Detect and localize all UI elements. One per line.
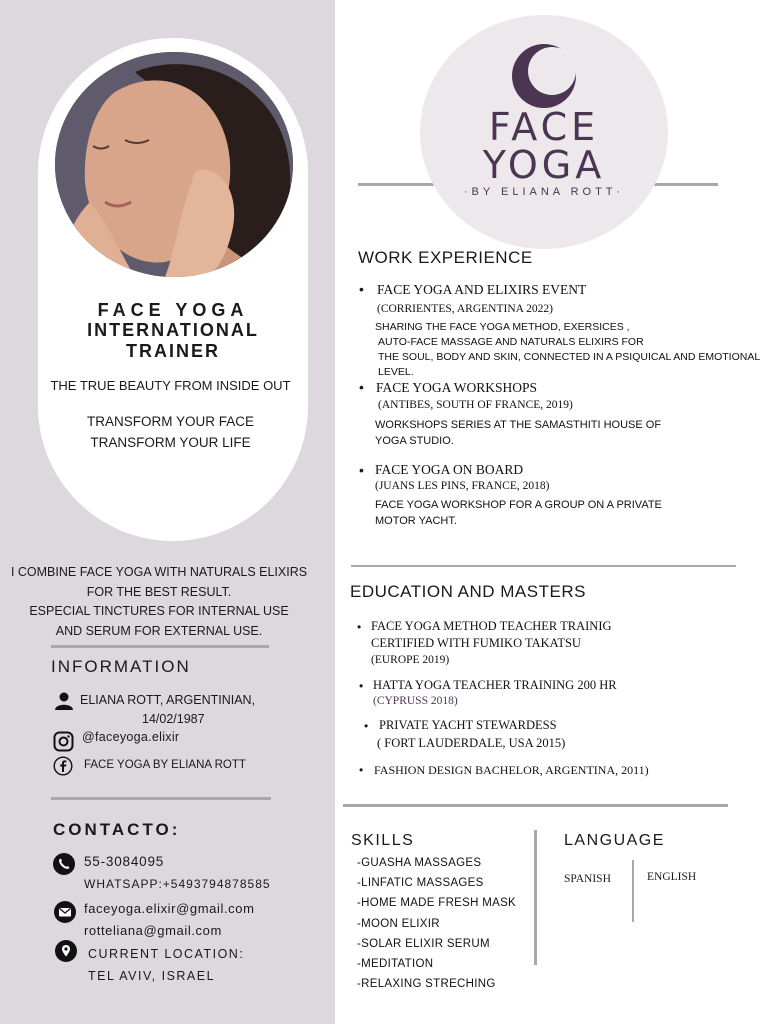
- location-label: CURRENT LOCATION:: [88, 947, 245, 961]
- education-item-line: PRIVATE YACHT STEWARDESS: [379, 718, 557, 732]
- education-item-line: FASHION DESIGN BACHELOR, ARGENTINA, 2011): [374, 763, 649, 777]
- column-divider: [534, 830, 537, 965]
- work-item-title: FACE YOGA AND ELIXIRS EVENT: [377, 282, 587, 297]
- facebook-page[interactable]: FACE YOGA BY ELIANA ROTT: [84, 759, 246, 771]
- logo-line-1: FACE: [488, 105, 600, 149]
- logo-byline: ·BY ELIANA ROTT·: [463, 186, 625, 198]
- bullet-icon: •: [359, 679, 364, 693]
- location-value: TEL AVIV, ISRAEL: [88, 969, 216, 983]
- skill-item: -LINFATIC MASSAGES: [357, 877, 484, 889]
- skill-item: -SOLAR ELIXIR SERUM: [357, 938, 490, 950]
- bullet-icon: •: [359, 281, 364, 297]
- tagline: THE TRUE BEAUTY FROM INSIDE OUT: [50, 378, 291, 393]
- divider: [343, 804, 728, 807]
- intro-line: FOR THE BEST RESULT.: [86, 584, 232, 599]
- education-title: EDUCATION AND MASTERS: [350, 582, 586, 601]
- education-item-line: ( FORT LAUDERDALE, USA 2015): [377, 736, 566, 750]
- work-experience-title: WORK EXPERIENCE: [358, 248, 533, 267]
- intro-line: I COMBINE FACE YOGA WITH NATURALS ELIXIRS: [10, 565, 308, 579]
- skill-item: -MOON ELIXIR: [357, 918, 440, 930]
- skill-item: -HOME MADE FRESH MASK: [357, 897, 517, 909]
- headline-line-1: FACE YOGA: [97, 300, 249, 320]
- information-title: INFORMATION: [51, 657, 191, 676]
- divider: [51, 797, 271, 800]
- person-icon: [54, 691, 74, 711]
- work-item-desc: YOGA STUDIO.: [375, 435, 454, 447]
- language-item: ENGLISH: [647, 871, 697, 883]
- work-item-desc: SHARING THE FACE YOGA METHOD, EXERSICES ,: [375, 321, 630, 333]
- location-pin-icon: [55, 940, 77, 962]
- bullet-icon: •: [359, 462, 364, 478]
- intro-line: AND SERUM FOR EXTERNAL USE.: [55, 623, 263, 638]
- divider: [351, 565, 736, 567]
- education-item-line: (CYPRUSS 2018): [373, 695, 458, 707]
- skill-item: -RELAXING STRECHING: [357, 978, 496, 990]
- skill-item: -MEDITATION: [357, 958, 434, 970]
- bullet-icon: •: [359, 763, 364, 777]
- education-item-line: FACE YOGA METHOD TEACHER TRAINIG: [371, 619, 612, 633]
- whatsapp-number[interactable]: WHATSAPP:+5493794878585: [84, 877, 271, 891]
- transform-line-1: TRANSFORM YOUR FACE: [86, 414, 255, 429]
- work-item-location: (CORRIENTES, ARGENTINA 2022): [377, 303, 554, 315]
- education-item-line: (EUROPE 2019): [371, 654, 450, 666]
- logo-line-2: YOGA: [482, 143, 606, 187]
- profile-photo: [55, 52, 293, 277]
- bullet-icon: •: [364, 719, 369, 733]
- work-item-desc: AUTO-FACE MASSAGE AND NATURALS ELIXIRS FOR: [378, 336, 644, 348]
- headline-line-3: TRAINER: [126, 341, 220, 361]
- education-item-line: CERTIFIED WITH FUMIKO TAKATSU: [371, 636, 581, 650]
- intro-line: ESPECIAL TINCTURES FOR INTERNAL USE: [29, 604, 289, 618]
- bullet-icon: •: [359, 379, 364, 395]
- mail-icon[interactable]: [54, 901, 76, 923]
- language-item: SPANISH: [564, 873, 611, 885]
- crescent-moon-icon: [508, 40, 580, 112]
- contact-title: CONTACTO:: [53, 820, 181, 839]
- work-item-location: (JUANS LES PINS, FRANCE, 2018): [375, 480, 550, 492]
- bullet-icon: •: [357, 620, 362, 634]
- email-primary[interactable]: faceyoga.elixir@gmail.com: [84, 901, 255, 916]
- work-item-location: (ANTIBES, SOUTH OF FRANCE, 2019): [378, 399, 573, 411]
- headline-line-2: INTERNATIONAL: [87, 320, 259, 340]
- intro-text: [0, 563, 318, 641]
- skills-title: SKILLS: [351, 832, 415, 849]
- skill-item: -GUASHA MASSAGES: [357, 857, 482, 869]
- language-title: LANGUAGE: [564, 832, 665, 849]
- info-name: ELIANA ROTT, ARGENTINIAN,: [80, 693, 256, 707]
- work-item-desc: THE SOUL, BODY AND SKIN, CONNECTED IN A PSIQUICAL AND EMOTIONAL LEVEL.: [378, 351, 760, 378]
- email-secondary[interactable]: rotteliana@gmail.com: [84, 923, 222, 938]
- phone-number[interactable]: 55-3084095: [84, 854, 165, 869]
- info-birthdate: 14/02/1987: [142, 712, 205, 726]
- education-item-line: HATTA YOGA TEACHER TRAINING 200 HR: [373, 678, 617, 692]
- instagram-handle[interactable]: @faceyoga.elixir: [82, 730, 180, 744]
- transform-line-2: TRANSFORM YOUR LIFE: [90, 435, 251, 450]
- work-item-desc: WORKSHOPS SERIES AT THE SAMASTHITI HOUSE OF: [375, 419, 662, 431]
- language-divider: [632, 860, 634, 922]
- facebook-icon[interactable]: [53, 756, 73, 776]
- work-item-desc: FACE YOGA WORKSHOP FOR A GROUP ON A PRIVATE: [375, 499, 662, 511]
- phone-icon[interactable]: [53, 853, 75, 875]
- divider: [51, 645, 269, 648]
- work-item-desc: MOTOR YACHT.: [375, 515, 457, 527]
- instagram-icon[interactable]: [53, 731, 73, 751]
- work-item-title: FACE YOGA ON BOARD: [375, 462, 524, 477]
- work-item-title: FACE YOGA WORKSHOPS: [376, 380, 538, 395]
